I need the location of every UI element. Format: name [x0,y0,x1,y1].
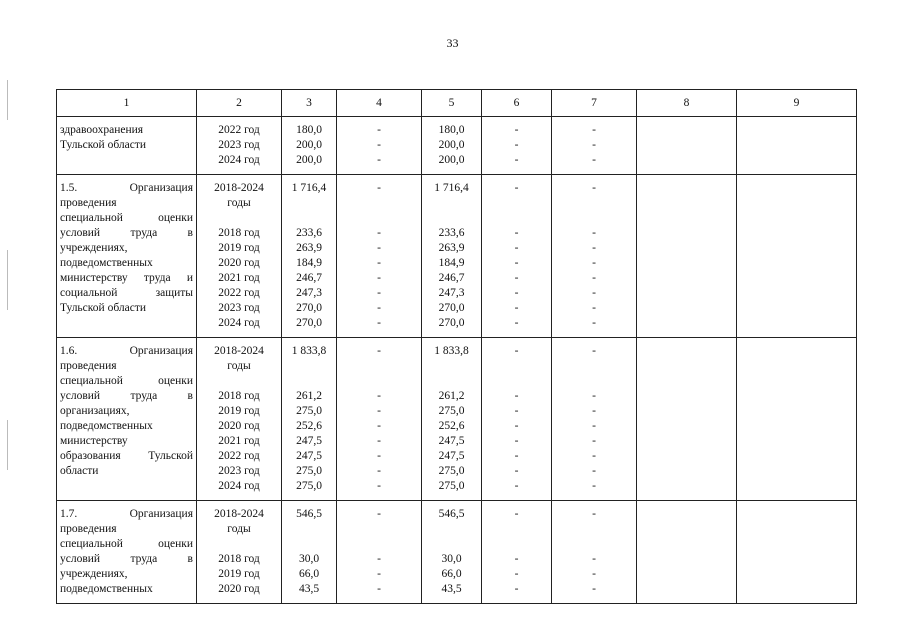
federal-cell [337,117,422,175]
column-header: 2 [197,90,282,117]
value-line: 2018-2024 [214,345,264,357]
value-line: - [377,465,381,477]
table-row [57,117,857,175]
description-line: образования Тульской [60,450,193,462]
description-line: 1.6. Организация [60,345,193,357]
year-cell [197,175,282,338]
description-line: социальной защиты [60,287,193,299]
value-line: 261,2 [296,390,322,402]
value-line: - [377,583,381,595]
col8-cell [637,501,737,604]
total-cell [282,338,337,501]
value-line: 2021 год [218,272,260,284]
value-line: - [377,508,381,520]
value-line: - [377,390,381,402]
value-line: - [592,553,596,565]
value-line: - [592,508,596,520]
value-line: - [514,465,519,477]
value-line: - [377,317,381,329]
description-line: подведомственных [60,257,153,269]
value-line: годы [227,523,251,535]
col8-cell [637,338,737,501]
description-line: министерству труда и [60,272,193,284]
value-line: 180,0 [438,124,465,136]
value-line: 246,7 [438,272,465,284]
description-line: проведения [60,360,117,372]
value-line: 2018 год [218,390,260,402]
description-line: условий труда в [60,553,193,565]
value-line: 247,5 [438,435,465,447]
year-cell [197,501,282,604]
value-line [337,359,421,374]
value-line: - [592,242,596,254]
extrabudget-cell [552,501,637,604]
value-line: 275,0 [438,465,465,477]
col9-cell [737,501,857,604]
value-line: - [514,242,519,254]
description-line: Тульской области [60,139,147,151]
value-line: 200,0 [296,154,322,166]
value-line: - [514,583,519,595]
col8-cell [637,117,737,175]
value-line [552,537,636,552]
value-line: 2018-2024 [214,508,264,520]
value-line: 2021 год [218,435,260,447]
header-row [57,90,857,117]
column-header: 9 [737,90,857,117]
description-line: учреждениях, [60,242,128,254]
value-line: 263,9 [296,242,322,254]
value-line [337,211,421,226]
value-line: 270,0 [438,317,465,329]
value-line: 2022 год [218,450,260,462]
description-line: учреждениях, [60,568,128,580]
value-line: - [514,182,519,194]
value-line: 43,5 [298,583,320,595]
value-line [282,537,336,552]
federal-cell [337,175,422,338]
value-line: 275,0 [296,480,322,492]
column-header: 7 [552,90,637,117]
value-line: 2022 год [218,124,260,136]
table-body [57,117,857,604]
row-description [57,117,197,175]
value-line: 1 716,4 [291,182,327,194]
value-line: 2024 год [218,480,260,492]
value-line [482,359,551,374]
value-line [282,196,336,211]
value-line: 2018 год [218,227,260,239]
value-line: 263,9 [438,242,465,254]
value-line: 261,2 [438,390,465,402]
description-line: условий труда в [60,390,193,402]
value-line: 2018 год [218,553,260,565]
value-line: - [592,480,596,492]
value-line: - [377,553,381,565]
total-cell [282,175,337,338]
value-line: 66,0 [441,568,462,580]
value-line: - [377,154,381,166]
value-line: 43,5 [441,583,462,595]
value-line: - [514,435,519,447]
value-line: 246,7 [296,272,322,284]
total-cell [282,117,337,175]
value-line [337,537,421,552]
value-line: - [592,317,596,329]
value-line: 275,0 [296,405,322,417]
value-line: - [514,124,519,136]
column-header: 8 [637,90,737,117]
value-line: - [377,242,381,254]
value-line: - [592,227,596,239]
value-line: 30,0 [298,553,320,565]
value-line: 30,0 [441,553,462,565]
value-line: годы [227,360,251,372]
value-line: - [377,345,381,357]
value-line [552,359,636,374]
value-line: 2019 год [218,242,260,254]
description-line: специальной оценки [60,375,193,387]
value-line: - [592,154,596,166]
value-line: - [377,480,381,492]
year-cell [197,117,282,175]
value-line: 2023 год [218,465,260,477]
value-line: - [592,345,596,357]
col8-cell [637,175,737,338]
value-line: - [377,302,381,314]
row-description [57,501,197,604]
value-line: - [377,420,381,432]
value-line: - [514,302,519,314]
value-line: 270,0 [296,317,322,329]
value-line: - [514,450,519,462]
value-line [197,211,281,226]
value-line: 275,0 [438,405,465,417]
col9-cell [737,117,857,175]
table-row [57,338,857,501]
value-line: 2022 год [218,287,260,299]
value-line: - [377,568,381,580]
value-line: 2024 год [218,317,260,329]
value-line: 2023 год [218,302,260,314]
description-line: 1.7. Организация [60,508,193,520]
value-line [337,374,421,389]
extrabudget-cell [552,338,637,501]
local-cell [482,117,552,175]
value-line: - [592,139,596,151]
total-cell [282,501,337,604]
value-line: - [377,287,381,299]
value-line: 200,0 [438,139,465,151]
value-line: 2019 год [218,405,260,417]
value-line: - [514,405,519,417]
value-line [282,359,336,374]
value-line: - [592,287,596,299]
left-margin-mark [7,250,8,310]
value-line: 66,0 [298,568,320,580]
value-line: - [592,450,596,462]
value-line [482,196,551,211]
value-line: - [592,420,596,432]
row-description [57,338,197,501]
description-line: области [60,465,99,477]
table-row [57,501,857,604]
value-line: 247,3 [296,287,322,299]
value-line: - [514,287,519,299]
description-line: специальной оценки [60,538,193,550]
value-line: 233,6 [438,227,465,239]
value-line: - [592,257,596,269]
left-margin-mark [7,80,8,120]
value-line: 1 833,8 [434,345,469,357]
value-line: 2023 год [218,139,260,151]
value-line: - [514,272,519,284]
extrabudget-cell [552,175,637,338]
description-line: подведомственных [60,583,153,595]
value-line: годы [227,197,251,209]
regional-cell [422,117,482,175]
description-line: здравоохранения [60,124,144,136]
value-line [482,374,551,389]
value-line: - [514,480,519,492]
value-line: - [377,227,381,239]
value-line: 200,0 [296,139,322,151]
description-line: подведомственных [60,420,153,432]
value-line: - [592,435,596,447]
value-line: - [514,154,519,166]
description-line: проведения [60,197,117,209]
page-number: 33 [446,36,459,50]
value-line: - [514,508,519,520]
value-line: 2019 год [218,568,260,580]
value-line: - [377,182,381,194]
description-line: Тульской области [60,302,147,314]
value-line: 270,0 [438,302,465,314]
value-line [282,522,336,537]
value-line [197,537,281,552]
value-line: 546,5 [438,508,465,520]
federal-cell [337,338,422,501]
value-line: - [592,465,596,477]
extrabudget-cell [552,117,637,175]
value-line: - [514,345,519,357]
value-line [552,374,636,389]
value-line: - [514,227,519,239]
value-line: 247,5 [296,435,322,447]
value-line [422,359,481,374]
value-line: - [592,272,596,284]
description-line: министерству [60,435,128,447]
value-line [422,537,481,552]
value-line [482,522,551,537]
local-cell [482,175,552,338]
value-line: 247,3 [438,287,465,299]
value-line: 252,6 [438,420,465,432]
value-line: - [514,390,519,402]
value-line [337,522,421,537]
value-line: - [514,139,519,151]
description-line: организациях, [60,405,130,417]
value-line: 180,0 [296,124,322,136]
column-header: 6 [482,90,552,117]
value-line: - [377,124,381,136]
column-header: 5 [422,90,482,117]
value-line [422,196,481,211]
table-row [57,175,857,338]
value-line: 247,5 [438,450,465,462]
col9-cell [737,175,857,338]
value-line: 546,5 [296,508,322,520]
value-line: 1 716,4 [434,182,469,194]
description-line: специальной оценки [60,212,193,224]
local-cell [482,501,552,604]
value-line: 270,0 [296,302,322,314]
value-line [552,211,636,226]
regional-cell [422,175,482,338]
value-line [282,211,336,226]
value-line: 2024 год [218,154,260,166]
value-line: - [514,553,519,565]
left-margin-mark [7,420,8,470]
value-line [552,522,636,537]
value-line [422,211,481,226]
value-line: - [592,302,596,314]
local-cell [482,338,552,501]
column-header: 4 [337,90,422,117]
value-line: 2018-2024 [214,182,264,194]
value-line: - [514,568,519,580]
value-line [422,374,481,389]
description-line: проведения [60,523,117,535]
value-line: 252,6 [296,420,322,432]
budget-table [56,89,857,604]
column-header: 1 [57,90,197,117]
value-line: - [592,583,596,595]
value-line: - [514,257,519,269]
value-line: - [592,390,596,402]
value-line [422,522,481,537]
value-line: - [377,405,381,417]
value-line: 200,0 [438,154,465,166]
value-line: - [377,272,381,284]
value-line [197,374,281,389]
federal-cell [337,501,422,604]
value-line [482,537,551,552]
value-line: 233,6 [296,227,322,239]
value-line: - [377,139,381,151]
value-line [552,196,636,211]
value-line: - [377,257,381,269]
value-line [337,196,421,211]
value-line [482,211,551,226]
year-cell [197,338,282,501]
value-line: 2020 год [218,257,260,269]
value-line: - [377,450,381,462]
value-line: 184,9 [438,257,465,269]
value-line: 247,5 [296,450,322,462]
value-line: 1 833,8 [291,345,327,357]
value-line [282,374,336,389]
value-line: - [592,405,596,417]
value-line: - [592,568,596,580]
row-description [57,175,197,338]
value-line: - [592,182,596,194]
value-line: - [514,420,519,432]
value-line: 2020 год [218,583,260,595]
regional-cell [422,501,482,604]
value-line: 275,0 [296,465,322,477]
value-line: - [514,317,519,329]
value-line: 184,9 [296,257,322,269]
value-line: - [377,435,381,447]
description-line: условий труда в [60,227,193,239]
regional-cell [422,338,482,501]
value-line: 275,0 [438,480,465,492]
column-header: 3 [282,90,337,117]
description-line: 1.5. Организация [60,182,193,194]
col9-cell [737,338,857,501]
value-line: - [592,124,596,136]
value-line: 2020 год [218,420,260,432]
